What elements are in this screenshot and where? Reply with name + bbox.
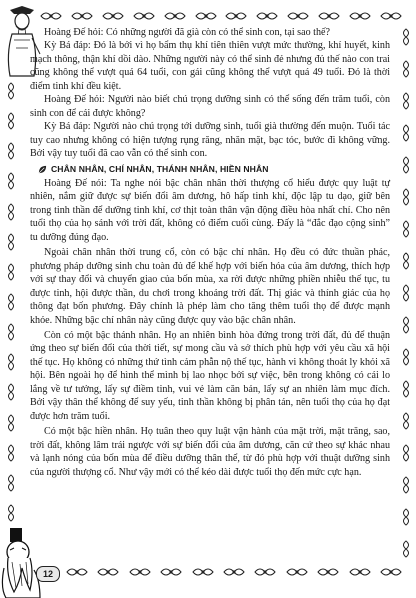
ornament-icon [401,252,411,270]
ornament-icon [254,566,276,578]
ornament-icon [192,566,214,578]
section-heading [38,163,390,176]
paragraph: Còn có một bậc thánh nhân. Họ an nhiên bình hòa đứng trong trời đất, đủ để thuận ứng theo sự biến đổi của thời tiết, sự mong cầu và sở thích phù hợp với yêu cầu xã hội thế tục. Họ không có những thứ tình cảm phẫn nộ thế tục, hành vi không thoát ly khỏi xã hội. Bên ngoài họ để hình thể mình bị lao nhọc bởi sự việc, bên trong không có cái lo lắng về tư tưởng, lấy sự điềm tinh, vui vẻ làm căn bản, lấy sự an nhiên làm mục đích. Bởi vậy thân thể không để suy yếu, tinh thần không bị phân tán, nên tuổi thọ của họ đạt được hơn trăm tuổi. [30,329,390,422]
ornament-icon [401,28,411,46]
ornament-icon [6,414,16,432]
ornament-icon [6,112,16,130]
ornament-icon [6,203,16,221]
ornament-icon [401,380,411,398]
ornament-icon [40,10,62,22]
ornament-icon [287,10,309,22]
top-ornament-border [40,8,402,24]
ornament-icon [349,566,371,578]
ornament-icon [6,353,16,371]
ornament-icon [195,10,217,22]
ornament-icon [164,10,186,22]
ornament-icon [401,316,411,334]
ornament-icon [401,444,411,462]
ornament-icon [401,412,411,430]
ornament-icon [6,172,16,190]
ornament-icon [223,566,245,578]
body-text [30,26,390,479]
ornament-icon [401,476,411,494]
ornament-icon [401,348,411,366]
paragraph: Có một bậc hiền nhân. Họ tuân theo quy luật vận hành của mặt trời, mặt trăng, sao, trời đất, không lâm trái ngược với sự biến đổi của âm dương, căn cứ theo sự khác nhau và lạnh nóng của bốn mùa để điều dưỡng thân thể, từ đó phù hợp với thuật dưỡng sinh của người thượng cổ. Như vậy mới có thể kéo dài được tuổi thọ đến mức cực hạn. [30,426,390,478]
ornament-icon [401,188,411,206]
paragraph: Ngoài chân nhân thời trung cổ, còn có bậc chí nhân. Họ đều có đức thuần phác, phương pháp dưỡng sinh chu toàn đủ để khế hợp với biến hóa của âm dương, thích hợp với sự thay đổi và chuyển giao của bốn mùa, xa rời được những phiền nhiễu thế tục, tu được tinh, hội được thần, du chơi trong khoảng trời đất. Thị giác và thính giác của họ thông đạt bốn phương. Đây chính là phép làm cho tăng thêm tuổi thọ để được mạnh khỏe. Những bậc chí nhân này cũng được quy vào bậc chân nhân. [30,247,390,326]
ornament-icon [6,474,16,492]
ornament-icon [6,263,16,281]
paragraph: Hoàng Đế nói: Ta nghe nói bậc chân nhân thời thượng cổ hiểu được quy luật tự nhiên, nắm giữ được sự biến đổi âm dương, hô hấp tinh khí, độc lập tu dạo, giữ bên trong tinh thần để dưỡng tinh khí, cơ thịt toàn thân vận động điều hòa nhất chí. Cho nên tuổi thọ của họ sánh với trời đất, không có điểm cuối cùng. Đấy là “đắc đạo cộng sinh” tu dưỡng đúng đạo. [30,177,390,243]
ornament-icon [129,566,151,578]
ornament-icon [401,92,411,110]
ornament-icon [225,10,247,22]
ornament-icon [71,10,93,22]
ornament-icon [256,10,278,22]
paragraph: Hoàng Đế hỏi: Có những người đã già còn có thể sinh con, tại sao thế? [44,27,330,38]
ornament-icon [6,233,16,251]
right-ornament-border [400,28,412,558]
ornament-icon [97,566,119,578]
ornament-icon [6,82,16,100]
ornament-icon [66,566,88,578]
sage-figure-icon [0,528,44,598]
ornament-icon [6,293,16,311]
ornament-icon [401,284,411,302]
ornament-icon [102,10,124,22]
ornament-icon [6,504,16,522]
ornament-icon [6,323,16,341]
ornament-icon [380,10,402,22]
ornament-icon [401,60,411,78]
page-number: 12 [36,566,60,582]
ornament-icon [401,124,411,142]
paragraph: Hoàng Đế hỏi: Người nào biết chú trọng dưỡng sinh có thể sống đến trăm tuổi, còn sinh con để cái được không? [30,94,390,119]
paragraph: Kỳ Bá đáp: Đó là bởi vì họ bẩm thụ khí tiên thiên vượt mức thường, khí huyết, kinh mạch thông, thận khí dồi dào. Những người này có thể sinh đẻ nhưng đủ thế nào con trai cũng không thể vượt quá 64 tuổi, con gái cũng không thể vượt quá 49 tuổi. Đó là thời điểm tinh khí đều kiệt. [30,40,390,92]
ornament-icon [6,444,16,462]
leaf-bullet-icon [38,165,47,174]
ornament-icon [160,566,182,578]
ornament-icon [317,566,339,578]
ornament-icon [401,508,411,526]
ornament-icon [133,10,155,22]
ornament-icon [318,10,340,22]
paragraph: Kỳ Bá đáp: Người nào chú trọng tới dưỡng sinh, tuổi già thường đến muộn. Tuổi tác tuy cao nhưng không có hiện tượng rụng răng, nhăn mặt, bạc tóc, bước đi không vững. Bởi vậy tuy tuổi đã cao vẫn có thể sinh con. [30,121,390,160]
ornament-icon [6,383,16,401]
ornament-icon [401,220,411,238]
ornament-icon [349,10,371,22]
bottom-ornament-border [66,564,402,580]
ornament-icon [380,566,402,578]
ornament-icon [286,566,308,578]
ornament-icon [6,142,16,160]
left-ornament-border [5,82,17,522]
ornament-icon [401,156,411,174]
section-title: CHÂN NHÂN, CHÍ NHÂN, THÁNH NHÂN, HIỀN NHÂN [51,163,269,174]
ornament-icon [401,540,411,558]
